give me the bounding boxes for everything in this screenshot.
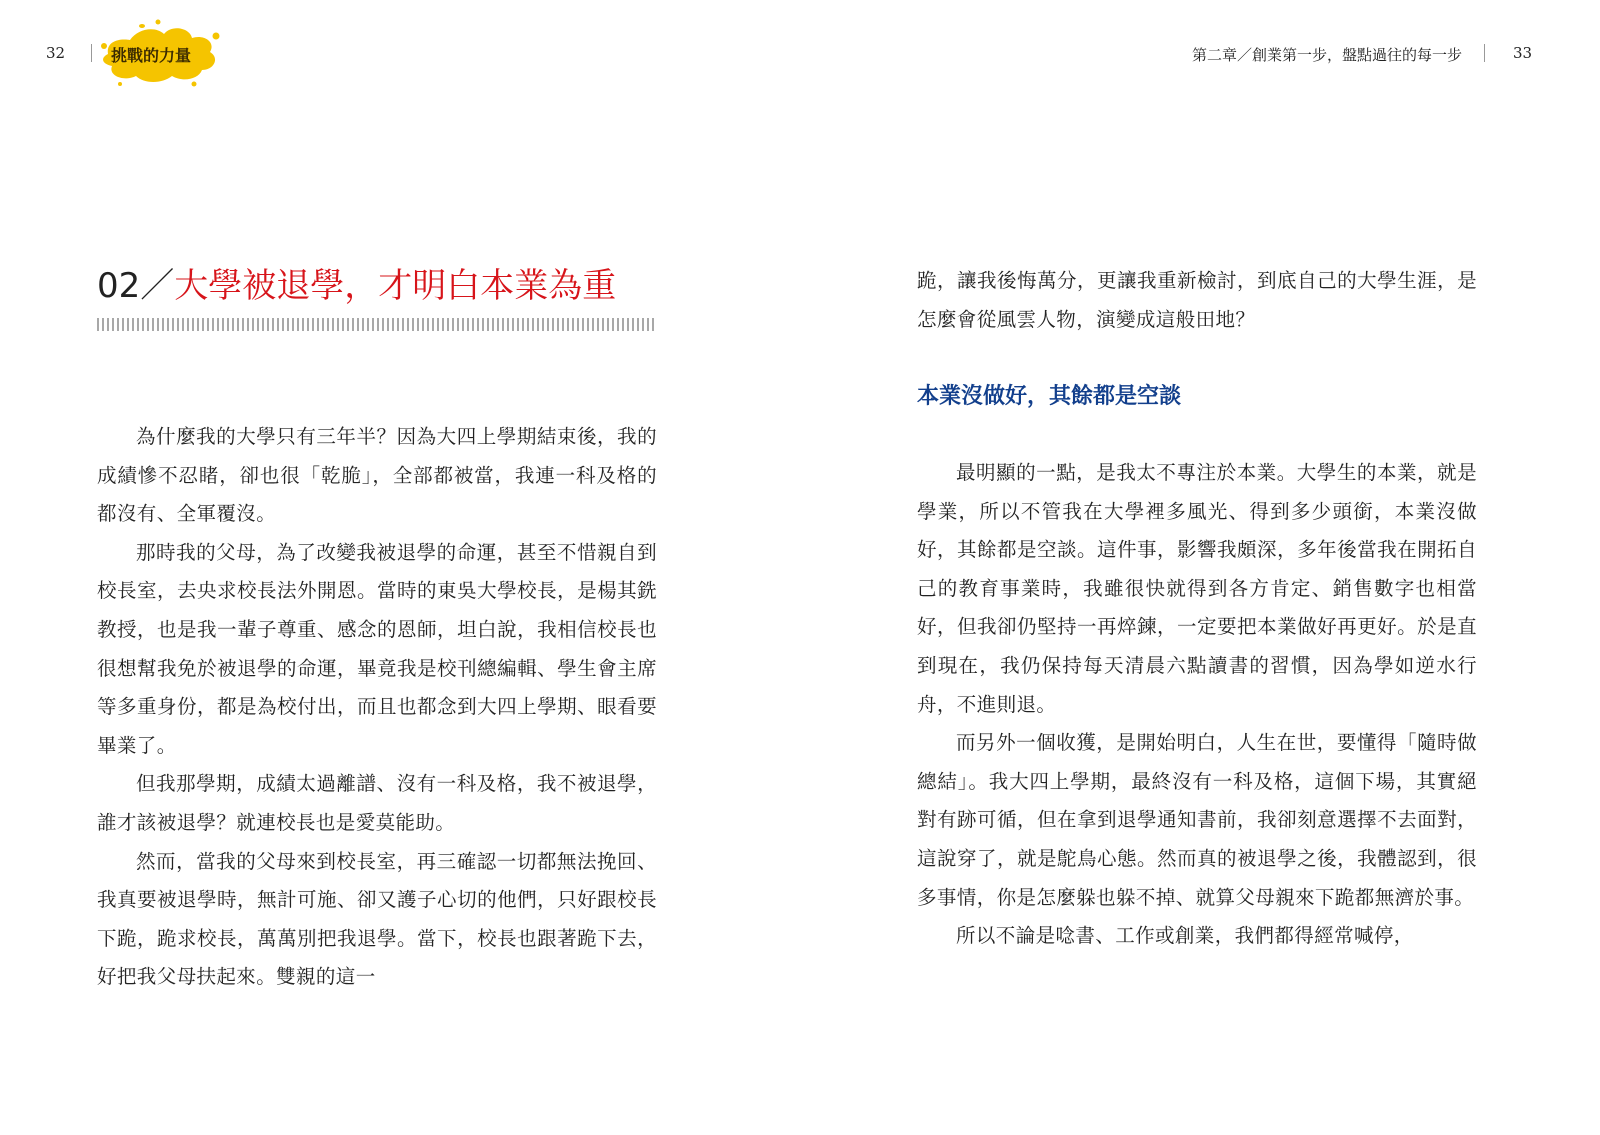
paragraph: 最明顯的一點，是我太不專注於本業。大學生的本業，就是學業，所以不管我在大學裡多風光、得到多少頭銜，本業沒做好，其餘都是空談。這件事，影響我頗深，多年後當我在開拓自己的教育事業時，我雖很快就得到各方肯定、銷售數字也相當好，但我卻仍堅持一再焠鍊，一定要把本業做好再更好。於是直到現在，我仍保持每天清晨六點讀書的習慣，因為學如逆水行舟，不進則退。 xyxy=(917,461,1477,716)
header-divider xyxy=(1484,44,1485,62)
page-number-left: 32 xyxy=(46,44,66,62)
paragraph: 那時我的父母，為了改變我被退學的命運，甚至不惜親自到校長室，去央求校長法外開恩。當時的東吳大學校長，是楊其銑教授，也是我一輩子尊重、感念的恩師，坦白說，我相信校長也很想幫我免於被退學的命運，畢竟我是校刊總編輯、學生會主席等多重身份，都是為校付出，而且也都念到大四上學期、眼看要畢業了。 xyxy=(97,540,657,757)
page-number-right: 33 xyxy=(1513,44,1533,62)
paragraph: 為什麼我的大學只有三年半？因為大四上學期結束後，我的成績慘不忍睹，卻也很「乾脆」，全部都被當，我連一科及格的都沒有、全軍覆沒。 xyxy=(97,425,657,526)
heading-underline-hatch xyxy=(97,318,657,331)
chapter-title: 第二章／創業第一步，盤點過往的每一步 xyxy=(1191,46,1462,64)
paragraph: 所以不論是唸書、工作或創業，我們都得經常喊停， xyxy=(956,924,1414,948)
section-title: 大學被退學，才明白本業為重 xyxy=(174,266,617,306)
right-page xyxy=(800,0,1600,1135)
section-heading xyxy=(97,266,616,306)
continuation-text xyxy=(917,262,1477,339)
section-number: 02／ xyxy=(97,266,175,306)
paragraph: 跪，讓我後悔萬分，更讓我重新檢討，到底自己的大學生涯，是怎麼會從風雲人物，演變成這般田地？ xyxy=(917,269,1477,331)
left-body-text xyxy=(97,418,657,997)
paragraph: 而另外一個收獲，是開始明白，人生在世，要懂得「隨時做總結」。我大四上學期，最終沒有一科及格，這個下場，其實絕對有跡可循，但在拿到退學通知書前，我卻刻意選擇不去面對，這說穿了，就是鴕鳥心態。然而真的被退學之後，我體認到，很多事情，你是怎麼躲也躲不掉、就算父母親來下跪都無濟於事。 xyxy=(917,731,1477,909)
header-divider xyxy=(91,44,92,62)
paragraph: 但我那學期，成績太過離譜、沒有一科及格，我不被退學，誰才該被退學？就連校長也是愛莫能助。 xyxy=(97,772,657,834)
subheading: 本業沒做好，其餘都是空談 xyxy=(917,384,1182,409)
right-body-text xyxy=(917,454,1477,956)
book-title: 挑戰的力量 xyxy=(111,46,192,65)
paragraph: 然而，當我的父母來到校長室，再三確認一切都無法挽回、我真要被退學時，無計可施、卻又護子心切的他們，只好跟校長下跪，跪求校長，萬萬別把我退學。當下，校長也跟著跪下去，好把我父母扶起來。雙親的這一 xyxy=(97,849,657,989)
